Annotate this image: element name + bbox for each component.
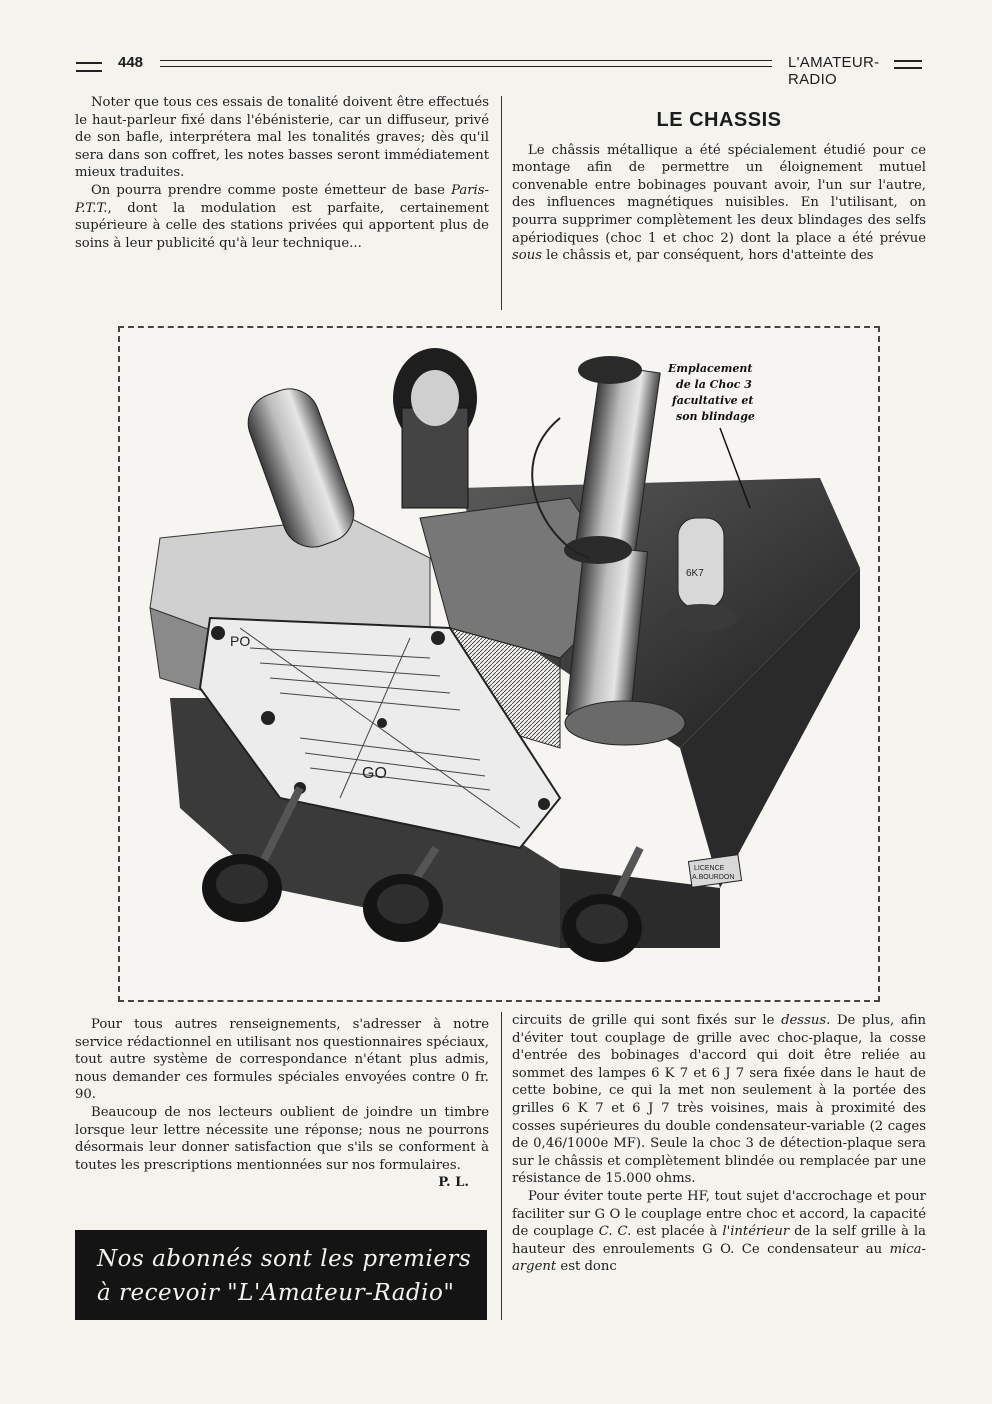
banner-line: Nos abonnés sont les premiers [97,1246,472,1272]
left-top-column [75,94,489,252]
licence-plate-line2: A.BOURDON [692,874,735,881]
knob-right [562,848,642,962]
annotation-line: son blindage [676,410,755,423]
banner-line: à recevoir "L'Amateur-Radio" [97,1280,455,1306]
annotation-line: facultative et [672,394,754,407]
paragraph [75,182,489,252]
emphasis: dessus. [781,1013,831,1028]
header-ornament-right [894,60,922,69]
column-rule [501,96,502,310]
emphasis: sous [512,248,542,264]
right-top-column [512,109,926,265]
emphasis: l'intérieur [722,1224,790,1240]
right-bottom-column [512,1012,926,1276]
emphasis: C. C. [598,1224,632,1240]
station-name: Paris-P.T.T. [75,182,489,216]
journal-title: L'AMATEUR-RADIO [788,54,880,88]
section-heading: LE CHASSIS [656,109,782,131]
text-run: circuits de grille qui sont fixés sur le [512,1013,782,1028]
paragraph [75,1104,489,1191]
emphasis: mica-argent [512,1241,926,1275]
paragraph: Noter que tous ces essais de tonalité doivent être effectués le haut-parleur fixé dans l'ébénisterie, car un diffuseur, privé de son bafle, interprétera mal les tonalités graves; dès qu'il sera dans son coffret, les notes basses seront immédiatement mieux traduites. [75,95,489,181]
header-ornament [76,62,102,72]
text-run: Le châssis métallique a été spécialement étudié pour ce montage afin de permettre un éloignement mutuel convenable entre bobinages pouvant avoir, l'un sur l'autre, des influences magnétiques nuisibles. En l'utilisant, on pourra supprimer complètement les deux blindages des selfs apériodiques (choc 1 et choc 2) dont la place a été prévue [512,142,926,246]
text-run: , dont la modulation est parfaite, certainement supérieure à celle des stations privées qui apportent plus de soins à leur publicité qu'à leur technique... [75,200,489,251]
text-run: De plus, afin d'éviter tout couplage de grille avec choc-plaque, la cosse d'entrée des bobinages d'accord qui doit être reliée au sommet des lampes 6 K 7 et 6 J 7 sera fixée dans le haut de cette bobine, ce qui la met non seulement à la portée des grilles 6 K 7 et 6 J 7 très voisines, mais à proximité des cosses supérieures du double condensateur-variable (2 cages de 0,46/1000e MF). Seule la choc 3 de détection-plaque sera sur le châssis et complètement blindée ou remplacée par une résistance de 15.000 ohms. [512,1013,926,1187]
chassis-drawing [120,328,878,1000]
left-bottom-column [75,1016,489,1192]
annotation-line: de la Choc 3 [676,378,752,391]
text-run: Pour éviter toute perte HF, tout sujet d'accrochage et pour faciliter sur G O le couplage entre choc et accord, la capacité de couplage [512,1188,926,1240]
licence-plate-line1: LICENCE [694,865,725,872]
header-rule [160,60,772,67]
paragraph: Pour tous autres renseignements, s'adresser à notre service rédactionnel en utilisant nos questionnaires spéciaux, tout autre système de correspondance n'étant plus admis, nous demander ces formules spéciales envoyées contre 0 fr. 90. [75,1017,489,1103]
text-run: le châssis et, par conséquent, hors d'atteinte des [541,248,874,264]
text-run: On pourra prendre comme poste émetteur de base [91,182,452,198]
page-number: 448 [118,54,144,71]
dial-label-po: PO [230,633,251,649]
column-rule [501,1012,502,1320]
text-run: est donc [556,1259,617,1275]
annotation-line: Emplacement [668,362,753,375]
dial-label-go: GO [362,765,387,782]
signature: P. L. [438,1175,469,1191]
tube-center [393,348,477,508]
tube-label: 6K7 [686,568,704,579]
text-run: Beaucoup de nos lecteurs oublient de joindre un timbre lorsque leur lettre nécessite une réponse; nous ne pourrons désormais leur donner satisfaction que s'ils se conforment à toutes les prescriptions mentionnées sur nos formulaires. [75,1104,489,1173]
choc3-annotation [667,362,755,423]
paragraph [512,142,926,265]
subscriber-banner [75,1230,487,1320]
paragraph [512,1012,926,1188]
chassis-illustration [118,326,880,1002]
text-run: est placée à [631,1224,723,1240]
paragraph [512,1188,926,1276]
text-run: de la self grille à la hauteur des enroulements G O. Ce condensateur au [512,1224,926,1257]
dial-pivot [377,718,387,728]
page-header [76,54,922,88]
